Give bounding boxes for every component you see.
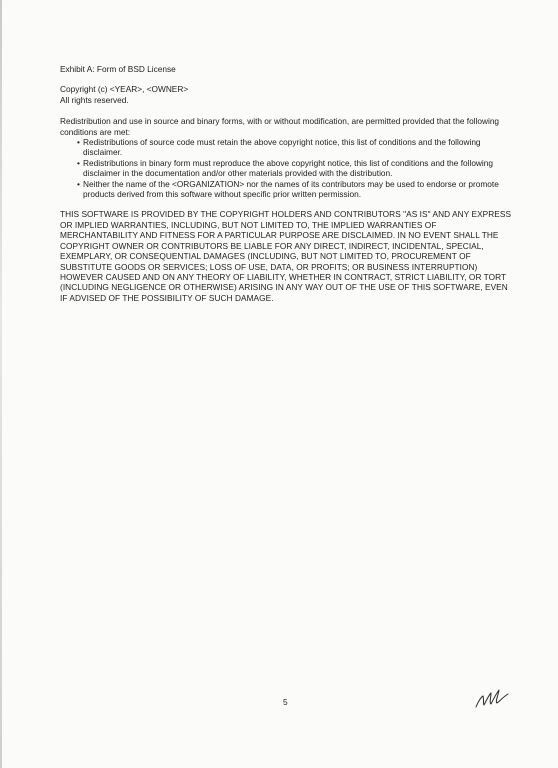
license-conditions (60, 137, 516, 199)
condition-text: Neither the name of the <ORGANIZATION> nor the names of its contributors may be used to endorse or promote products derived from this software without specific prior written permission. (83, 178, 499, 200)
copyright-block (60, 84, 516, 105)
condition-item (60, 137, 516, 158)
condition-text: Redistributions of source code must retain the above copyright notice, this list of conditions and the following disclaimer. (83, 137, 481, 158)
condition-item (60, 158, 516, 179)
rights-line: All rights reserved. (60, 94, 129, 105)
warranty-disclaimer: THIS SOFTWARE IS PROVIDED BY THE COPYRIGHT HOLDERS AND CONTRIBUTORS "AS IS" AND ANY EXPRESS OR IMPLIED WARRANTIES, INCLUDING, BUT NOT LIMITED TO, THE IMPLIED WARRANTIES OF MERCHANTABILITY AND FITNESS FOR A PARTICULAR PURPOSE ARE DISCLAIMED. IN NO EVENT SHALL THE COPYRIGHT OWNER OR CONTRIBUTORS BE LIABLE FOR ANY DIRECT, INDIRECT, INCIDENTAL, SPECIAL, EXEMPLARY, OR CONSEQUENTIAL DAMAGES (INCLUDING, BUT NOT LIMITED TO, PROCUREMENT OF SUBSTITUTE GOODS OR SERVICES; LOSS OF USE, DATA, OR PROFITS; OR BUSINESS INTERRUPTION) HOWEVER CAUSED AND ON ANY THEORY OF LIABILITY, WHETHER IN CONTRACT, STRICT LIABILITY, OR TORT (INCLUDING NEGLIGENCE OR OTHERWISE) ARISING IN ANY WAY OUT OF THE USE OF THIS SOFTWARE, EVEN IF ADVISED OF THE POSSIBILITY OF SUCH DAMAGE. (60, 209, 512, 303)
license-intro: Redistribution and use in source and binary forms, with or without modification, are permitted provided that the following conditions are met: (60, 116, 500, 137)
exhibit-title: Exhibit A: Form of BSD License (60, 64, 176, 74)
bullet-icon: • (77, 178, 80, 189)
scan-edge (0, 0, 2, 768)
copyright-line: Copyright (c) <YEAR>, <OWNER> (60, 84, 189, 95)
document-body (60, 64, 516, 303)
page-number: 5 (283, 697, 288, 707)
condition-text: Redistributions in binary form must reproduce the above copyright notice, this list of conditions and the following disclaimer in the documentation and/or other materials provided with the distribution. (83, 157, 493, 179)
handwritten-signature (474, 686, 510, 710)
condition-item (60, 179, 516, 200)
bullet-icon: • (77, 157, 80, 168)
bullet-icon: • (77, 137, 80, 148)
